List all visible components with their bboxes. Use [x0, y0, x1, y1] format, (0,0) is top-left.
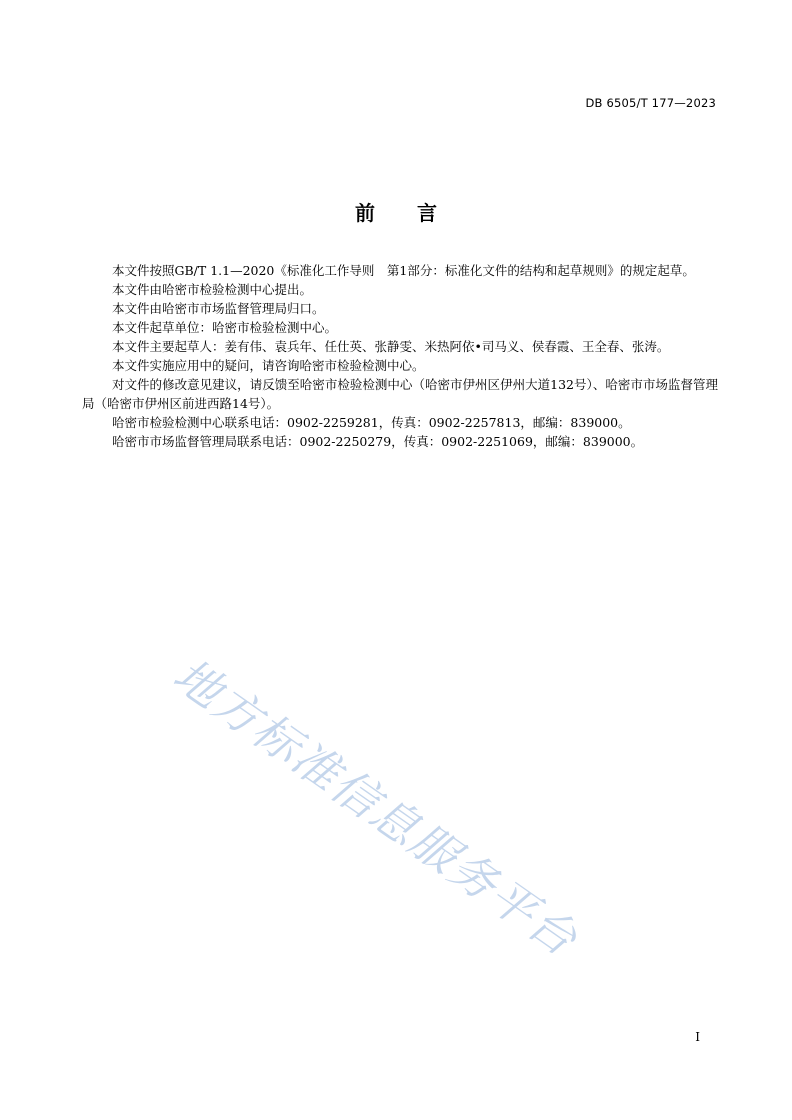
paragraph-drafting-rules: 本文件按照GB/T 1.1—2020《标准化工作导则 第1部分：标准化文件的结构和起草规则》的规定起草。 — [112, 263, 695, 278]
page-number: I — [695, 1030, 700, 1044]
paragraph-centralized: 本文件由哈密市市场监督管理局归口。 — [112, 301, 325, 316]
paragraph-feedback: 对文件的修改意见建议，请反馈至哈密市检验检测中心（哈密市伊州区伊州大道132号）、哈密市市场监督管理局（哈密市伊州区前进西路14号）。 — [82, 377, 718, 411]
paragraph-proposer: 本文件由哈密市检验检测中心提出。 — [112, 282, 313, 297]
foreword-body — [82, 261, 718, 451]
standard-code: DB 6505/T 177—2023 — [585, 96, 716, 110]
page-title: 前言 — [355, 201, 479, 225]
paragraph-drafting-unit: 本文件起草单位：哈密市检验检测中心。 — [112, 320, 338, 335]
paragraph-contact-bureau: 哈密市市场监督管理局联系电话：0902-2250279，传真：0902-2251069，邮编：839000。 — [112, 434, 644, 449]
paragraph-contact-center: 哈密市检验检测中心联系电话：0902-2259281，传真：0902-2257813，邮编：839000。 — [112, 415, 631, 430]
paragraph-drafters: 本文件主要起草人：姜有伟、袁兵年、任仕英、张静雯、米热阿依•司马义、侯春霞、王全春、张涛。 — [112, 339, 670, 354]
paragraph-inquiry: 本文件实施应用中的疑问，请咨询哈密市检验检测中心。 — [112, 358, 425, 373]
watermark: 地方标准信息服务平台 — [163, 647, 589, 967]
